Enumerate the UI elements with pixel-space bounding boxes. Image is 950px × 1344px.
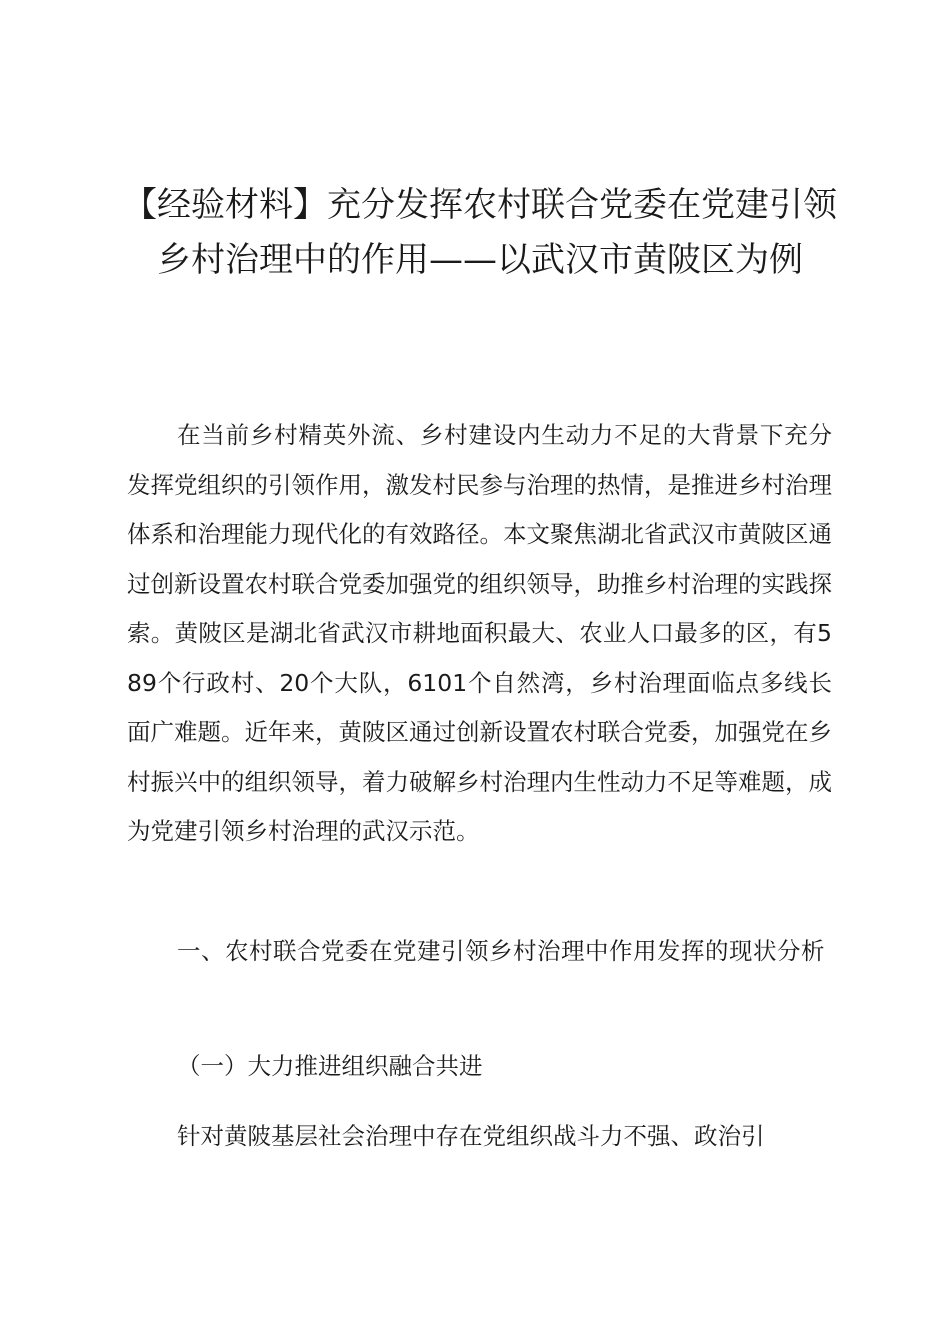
subsection-paragraph: 针对黄陂基层社会治理中存在党组织战斗力不强、政治引 — [177, 1122, 765, 1150]
section-heading: 一、农村联合党委在党建引领乡村治理中作用发挥的现状分析 — [177, 937, 825, 965]
intro-paragraph: 在当前乡村精英外流、乡村建设内生动力不足的大背景下充分发挥党组织的引领作用，激发村民参与治理的热情，是推进乡村治理体系和治理能力现代化的有效路径。本文聚焦湖北省武汉市黄陂区通过创新设置农村联合党委加强党的组织领导，助推乡村治理的实践探索。黄陂区是湖北省武汉市耕地面积最大、农业人口最多的区，有589个行政村、20个大队，6101个自然湾，乡村治理面临点多线长面广难题。近年来，黄陂区通过创新设置农村联合党委，加强党在乡村振兴中的组织领导，着力破解乡村治理内生性动力不足等难题，成为党建引领乡村治理的武汉示范。 — [127, 421, 832, 845]
subsection-heading: （一）大力推进组织融合共进 — [177, 1052, 483, 1080]
document-title: 【经验材料】充分发挥农村联合党委在党建引领乡村治理中的作用——以武汉市黄陂区为例 — [123, 185, 837, 280]
